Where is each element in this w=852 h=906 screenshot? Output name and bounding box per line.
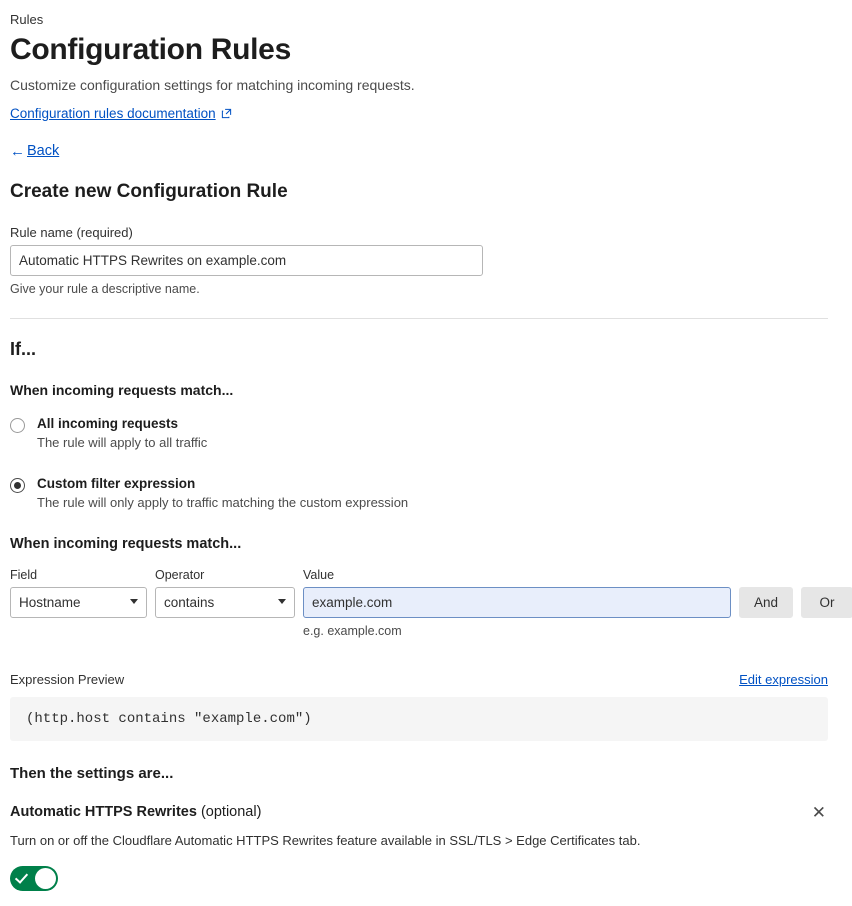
value-label: Value: [303, 568, 335, 582]
match-requests-label: When incoming requests match...: [10, 382, 234, 398]
close-icon[interactable]: ✕: [811, 803, 826, 822]
breadcrumb: Rules: [10, 12, 44, 27]
edit-expression-link[interactable]: Edit expression: [739, 672, 828, 687]
field-label: Field: [10, 568, 38, 582]
expression-preview-box: (http.host contains "example.com"): [10, 697, 828, 741]
radio-custom-filter-title: Custom filter expression: [37, 476, 196, 491]
field-column: [10, 568, 147, 618]
create-rule-heading: Create new Configuration Rule: [10, 181, 288, 202]
rule-name-input[interactable]: [10, 245, 483, 276]
page-subtitle: Customize configuration settings for matching incoming requests.: [10, 77, 415, 93]
documentation-link[interactable]: Configuration rules documentation: [10, 106, 216, 121]
back-link[interactable]: Back: [27, 143, 60, 159]
operator-label: Operator: [155, 568, 205, 582]
value-column: [303, 568, 731, 638]
if-section-title: If...: [10, 339, 36, 359]
operator-select-wrapper: [155, 587, 295, 618]
documentation-link-row: [10, 105, 828, 121]
or-button-column: [801, 568, 852, 618]
expression-preview-header: [10, 672, 828, 687]
rule-name-helper: Give your rule a descriptive name.: [10, 282, 200, 296]
section-divider: [10, 318, 828, 319]
radio-all-requests-title: All incoming requests: [37, 416, 179, 431]
value-helper: e.g. example.com: [303, 624, 402, 638]
or-spacer: [801, 568, 852, 582]
or-button[interactable]: Or: [801, 587, 852, 618]
radio-custom-filter-icon[interactable]: [10, 478, 25, 493]
automatic-https-rewrites-toggle[interactable]: [10, 866, 58, 891]
rule-name-group: [10, 225, 828, 296]
value-input[interactable]: [303, 587, 731, 618]
toggle-knob: [35, 868, 56, 889]
setting-description: Turn on or off the Cloudflare Automatic HTTPS Rewrites feature available in SSL/TLS > Edge Certificates tab.: [10, 833, 641, 848]
radio-custom-filter-desc: The rule will only apply to traffic matching the custom expression: [37, 495, 409, 510]
and-button-column: [739, 568, 793, 618]
field-select-wrapper: [10, 587, 147, 618]
radio-option-custom-filter[interactable]: [10, 476, 828, 510]
then-section-title: Then the settings are...: [10, 765, 174, 782]
arrow-left-icon: ←: [10, 142, 25, 160]
and-button[interactable]: And: [739, 587, 793, 618]
radio-option-all-requests[interactable]: [10, 416, 828, 450]
back-navigation[interactable]: [10, 143, 828, 159]
and-spacer: [739, 568, 793, 582]
radio-custom-filter-text: [37, 476, 408, 510]
check-icon: [15, 870, 28, 884]
expression-preview-label: Expression Preview: [10, 672, 125, 687]
operator-select[interactable]: [155, 587, 295, 618]
radio-all-requests-icon[interactable]: [10, 418, 25, 433]
rule-name-label: Rule name (required): [10, 225, 133, 240]
expression-builder-row: [10, 568, 835, 638]
external-link-icon: [221, 106, 232, 122]
page-title: Configuration Rules: [10, 33, 291, 66]
setting-name: Automatic HTTPS Rewrites: [10, 804, 197, 820]
radio-all-requests-text: [37, 416, 207, 450]
setting-optional-tag: (optional): [200, 804, 262, 820]
field-select[interactable]: [10, 587, 147, 618]
setting-header: [10, 804, 828, 821]
radio-all-requests-desc: The rule will apply to all traffic: [37, 435, 208, 450]
setting-title: [10, 804, 261, 820]
expression-builder-heading: When incoming requests match...: [10, 536, 242, 552]
operator-column: [155, 568, 295, 618]
